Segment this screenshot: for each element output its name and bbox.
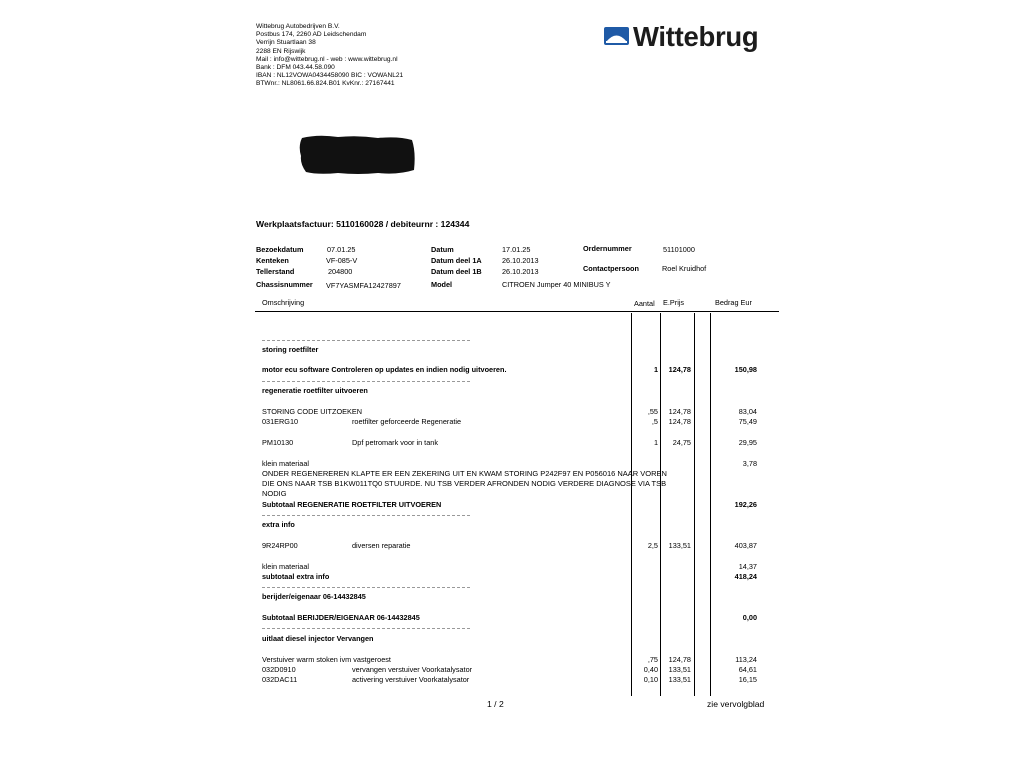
company-line: Wittebrug Autobedrijven B.V.	[256, 23, 340, 30]
datum1a-label: Datum deel 1A	[431, 256, 482, 265]
wittebrug-logo	[604, 21, 764, 53]
line-amount: 29,95	[738, 438, 757, 447]
line-description: STORING CODE UITZOEKEN	[262, 407, 363, 416]
tellerstand-label: Tellerstand	[256, 267, 295, 276]
dashed-separator	[262, 381, 470, 382]
line-note: ONDER REGENEREREN KLAPTE ER EEN ZEKERING UIT EN KWAM STORING P242F97 EN P056016 NAAR VOREN	[262, 469, 667, 478]
line-unit-price: 124,78	[668, 655, 691, 664]
line-unit-price: 124,78	[668, 407, 691, 416]
line-quantity: ,55	[647, 407, 658, 416]
line-description: berijder/eigenaar 06-14432845	[262, 592, 366, 601]
subtotal-amount: 192,26	[734, 500, 757, 509]
company-line: Bank : DFM 043.44.58.090	[256, 64, 335, 72]
col-omschrijving: Omschrijving	[262, 298, 305, 307]
dashed-separator	[262, 628, 470, 629]
company-line: IBAN : NL12VOWA0434458090 BIC : VOWANL21	[256, 72, 404, 80]
column-divider	[694, 313, 695, 696]
line-description: roetfilter geforceerde Regeneratie	[352, 417, 462, 426]
line-code: 032D0910	[262, 665, 296, 674]
line-unit-price: 24,75	[672, 438, 691, 447]
line-unit-price: 133,51	[668, 665, 691, 674]
line-quantity: 1	[653, 365, 658, 374]
logo-text: Wittebrug	[633, 21, 759, 52]
line-amount: 113,24	[735, 655, 757, 664]
datum1b-value: 26.10.2013	[502, 267, 539, 276]
chassis-value: VF7YASMFA12427897	[326, 281, 401, 290]
col-aantal: Aantal	[634, 299, 655, 308]
line-amount: 83,04	[738, 407, 757, 416]
company-line: Postbus 174, 2260 AD Leidschendam	[256, 31, 367, 39]
line-description: klein materiaal	[262, 562, 310, 571]
dashed-separator	[262, 587, 470, 588]
model-value: CITROEN Jumper 40 MINIBUS Y	[502, 280, 611, 289]
line-amount: 14,37	[738, 562, 757, 571]
invoice-title: Werkplaatsfactuur: 5110160028 / debiteurnr : 124344	[256, 219, 470, 229]
line-unit-price: 133,51	[668, 675, 691, 684]
wittebrug-logo-icon	[604, 27, 629, 45]
page-number: 1 / 2	[487, 699, 504, 709]
subtotal-label: Subtotaal BERIJDER/EIGENAAR 06-14432845	[262, 613, 420, 622]
subtotal-label: subtotaal extra info	[262, 572, 330, 581]
line-amount: 3,78	[742, 459, 757, 468]
line-unit-price: 133,51	[668, 541, 691, 550]
header-separator	[255, 311, 779, 312]
line-amount: 150,98	[734, 365, 757, 374]
chassis-label: Chassisnummer	[256, 280, 313, 289]
col-bedrag: Bedrag Eur	[715, 298, 752, 307]
model-label: Model	[431, 280, 453, 289]
line-quantity: 0,40	[643, 665, 658, 674]
contactpersoon-value: Roel Kruidhof	[662, 264, 707, 273]
company-line: BTWnr.: NL8061.66.824.B01 KvKnr.: 27167441	[256, 80, 395, 88]
line-quantity: 0,10	[643, 675, 658, 684]
line-description: uitlaat diesel injector Vervangen	[262, 634, 374, 643]
dashed-separator	[262, 340, 470, 341]
line-description: diversen reparatie	[352, 541, 411, 550]
company-line: 2288 EN Rijswijk	[256, 47, 306, 55]
kenteken-label: Kenteken	[256, 256, 289, 265]
line-description: klein materiaal	[262, 459, 310, 468]
line-quantity: ,5	[651, 417, 658, 426]
tellerstand-value: 204800	[328, 267, 353, 276]
datum-value: 17.01.25	[502, 245, 531, 254]
company-address	[256, 23, 403, 89]
line-amount: 16,15	[738, 675, 757, 684]
datum1a-value: 26.10.2013	[502, 256, 539, 265]
line-quantity: 2,5	[647, 541, 658, 550]
subtotal-label: Subtotaal REGENERATIE ROETFILTER UITVOEREN	[262, 500, 442, 509]
line-unit-price: 124,78	[668, 417, 691, 426]
line-description: regeneratie roetfilter uitvoeren	[262, 386, 368, 395]
datum-label: Datum	[431, 245, 454, 254]
column-divider	[660, 313, 661, 696]
line-code: 032DAC11	[262, 675, 298, 684]
contactpersoon-label: Contactpersoon	[583, 264, 639, 273]
dashed-separator	[262, 515, 470, 516]
company-line: Verrijn Stuartlaan 38	[256, 39, 316, 47]
column-divider	[631, 313, 632, 696]
bezoekdatum-label: Bezoekdatum	[256, 245, 304, 254]
line-amount: 403,87	[734, 541, 757, 550]
subtotal-amount: 0,00	[742, 613, 757, 622]
line-quantity: ,75	[647, 655, 658, 664]
line-note: NODIG	[262, 489, 287, 498]
continued-note: zie vervolgblad	[707, 699, 765, 709]
line-unit-price: 124,78	[668, 365, 691, 374]
line-code: 031ERG10	[262, 417, 299, 426]
ordernummer-value: 51101000	[663, 245, 695, 254]
bezoekdatum-value: 07.01.25	[327, 245, 356, 254]
line-note: DIE ONS NAAR TSB B1KW011TQ0 STUURDE. NU TSB VERDER AFRONDEN NODIG VERDERE DIAGNOSE VIA TSB	[262, 479, 667, 488]
line-description: Dpf petromark voor in tank	[352, 438, 438, 447]
ordernummer-label: Ordernummer	[583, 244, 632, 253]
subtotal-amount: 418,24	[734, 572, 757, 581]
line-quantity: 1	[653, 438, 658, 447]
line-description: motor ecu software Controleren op updates en indien nodig uitvoeren.	[262, 365, 507, 374]
column-divider	[710, 313, 711, 696]
line-description: extra info	[262, 520, 295, 529]
line-description: vervangen verstuiver Voorkatalysator	[352, 665, 473, 674]
company-line: Mail : info@wittebrug.nl - web : www.wittebrug.nl	[256, 55, 398, 63]
kenteken-value: VF-085-V	[326, 256, 358, 265]
line-description: storing roetfilter	[262, 345, 319, 354]
redaction-mark	[298, 134, 416, 176]
datum1b-label: Datum deel 1B	[431, 267, 482, 276]
col-eprijs: E.Prijs	[663, 298, 685, 307]
line-description: Verstuiver warm stoken ivm vastgeroest	[262, 655, 391, 664]
line-description: activering verstuiver Voorkatalysator	[352, 675, 470, 684]
line-amount: 75,49	[738, 417, 757, 426]
line-code: 9R24RP00	[262, 541, 298, 550]
line-code: PM10130	[262, 438, 294, 447]
line-amount: 64,61	[738, 665, 757, 674]
